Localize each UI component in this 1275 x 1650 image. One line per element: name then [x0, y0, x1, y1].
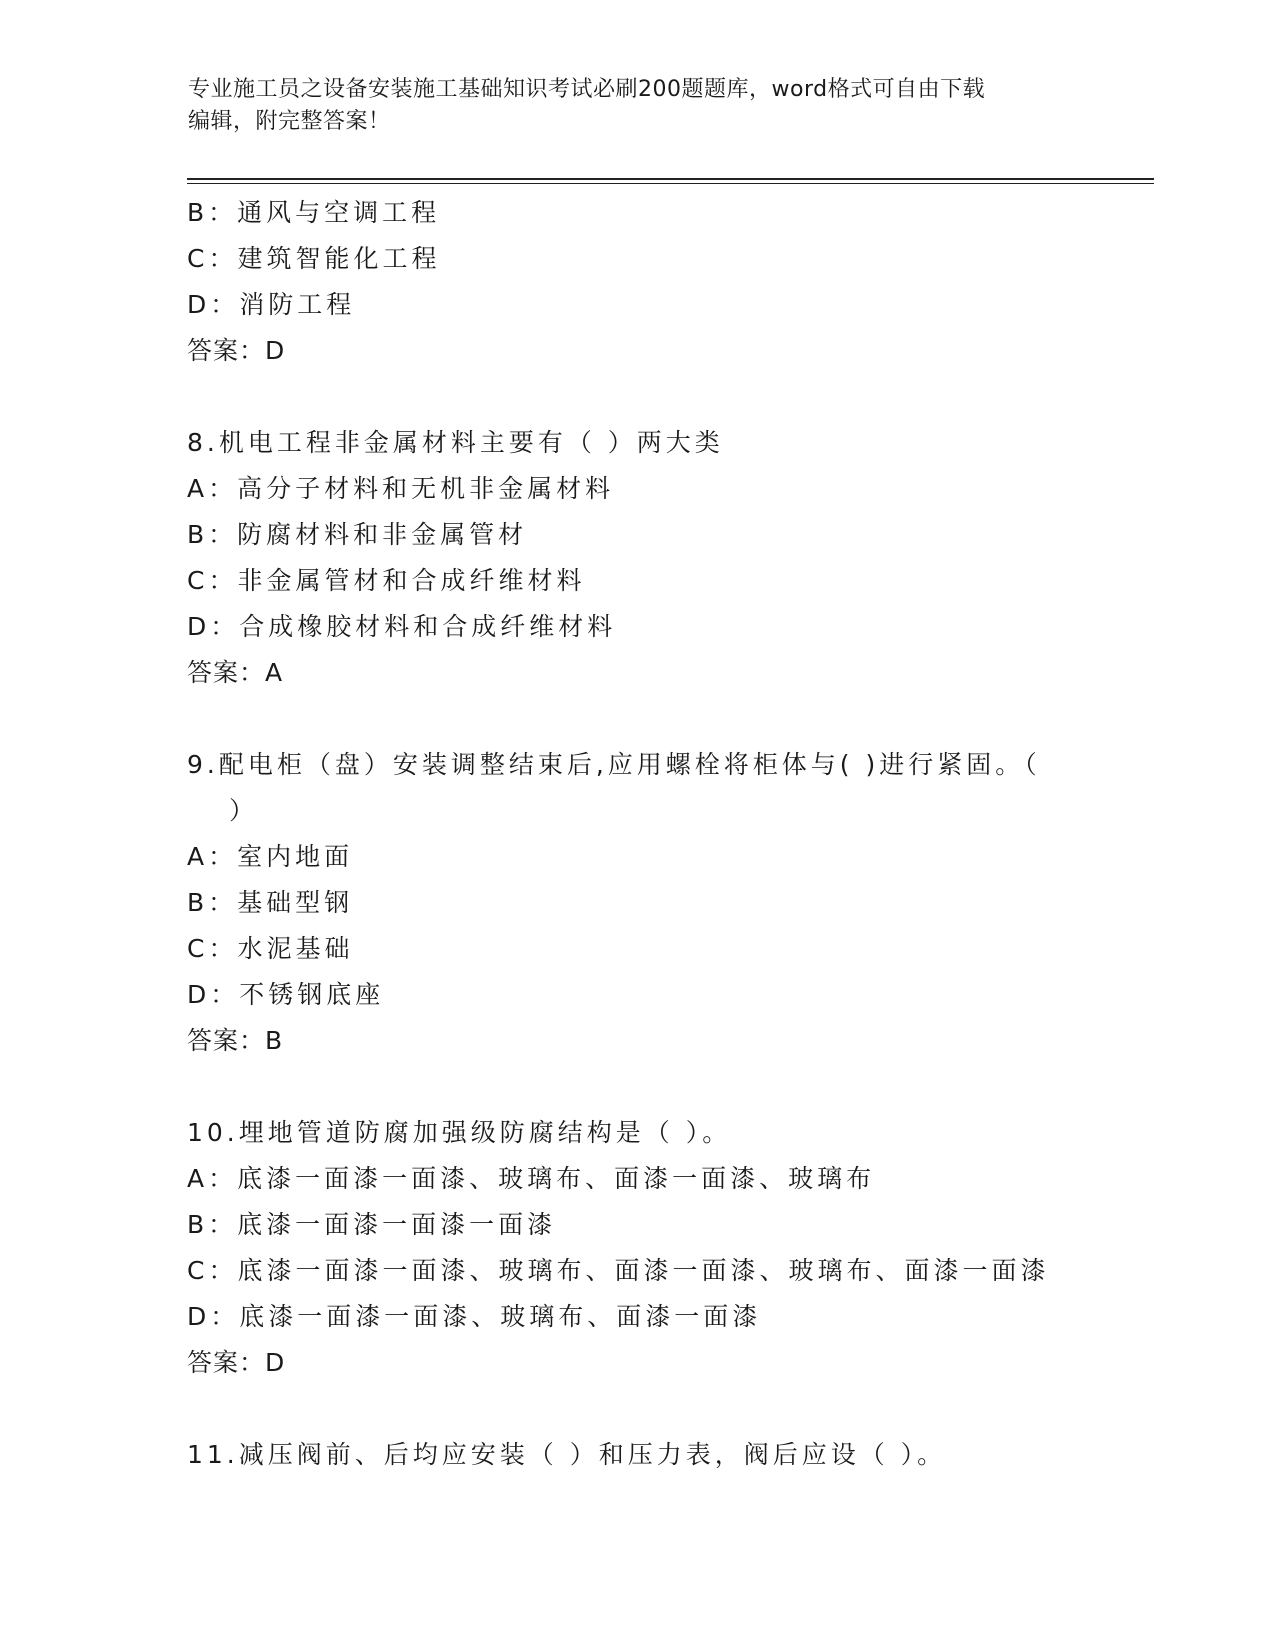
option-c: C：水泥基础 [187, 934, 354, 963]
question-stem: 11.减压阀前、后均应安装（ ）和压力表，阀后应设（ ）。 [187, 1440, 947, 1469]
option-b: B：基础型钢 [187, 888, 354, 917]
option-b: B：防腐材料和非金属管材 [187, 520, 528, 549]
question-list [187, 190, 1087, 1478]
option-d: D：合成橡胶材料和合成纤维材料 [187, 612, 617, 641]
spacer [187, 374, 1087, 420]
question-stem: 10.埋地管道防腐加强级防腐结构是（ ）。 [187, 1118, 732, 1147]
option-d: D：底漆一面漆一面漆、玻璃布、面漆一面漆 [187, 1302, 762, 1331]
option-c: C：非金属管材和合成纤维材料 [187, 566, 586, 595]
option-a: A：底漆一面漆一面漆、玻璃布、面漆一面漆、玻璃布 [187, 1164, 876, 1193]
question-fragment [187, 190, 1087, 374]
spacer [187, 1064, 1087, 1110]
answer-line: 答案：B [187, 1026, 284, 1055]
answer-line: 答案：D [187, 336, 286, 365]
question-8 [187, 420, 1087, 696]
header-rule-thick [187, 178, 1154, 180]
spacer [187, 696, 1087, 742]
question-stem: 8.机电工程非金属材料主要有（ ）两大类 [187, 428, 724, 457]
question-stem-continuation: ） [229, 796, 259, 825]
document-header [188, 74, 1068, 138]
option-c: C：建筑智能化工程 [187, 244, 441, 273]
question-10 [187, 1110, 1087, 1386]
option-d: D：消防工程 [187, 290, 356, 319]
option-b: B：底漆一面漆一面漆一面漆 [187, 1210, 557, 1239]
header-rule-thin [187, 183, 1154, 184]
answer-line: 答案：D [187, 1348, 286, 1377]
option-a: A：室内地面 [187, 842, 354, 871]
option-b: B：通风与空调工程 [187, 198, 441, 227]
header-line-2: 编辑，附完整答案！ [188, 109, 391, 134]
header-line-1: 专业施工员之设备安装施工基础知识考试必刷200题题库，word格式可自由下载 [188, 77, 986, 102]
question-9 [187, 742, 1087, 1064]
answer-line: 答案：A [187, 658, 284, 687]
question-stem: 9.配电柜（盘）安装调整结束后,应用螺栓将柜体与( )进行紧固。（ [187, 750, 1041, 779]
option-d: D：不锈钢底座 [187, 980, 385, 1009]
spacer [187, 1386, 1087, 1432]
option-c: C：底漆一面漆一面漆、玻璃布、面漆一面漆、玻璃布、面漆一面漆 [187, 1256, 1050, 1285]
option-a: A：高分子材料和无机非金属材料 [187, 474, 615, 503]
question-11 [187, 1432, 1087, 1478]
